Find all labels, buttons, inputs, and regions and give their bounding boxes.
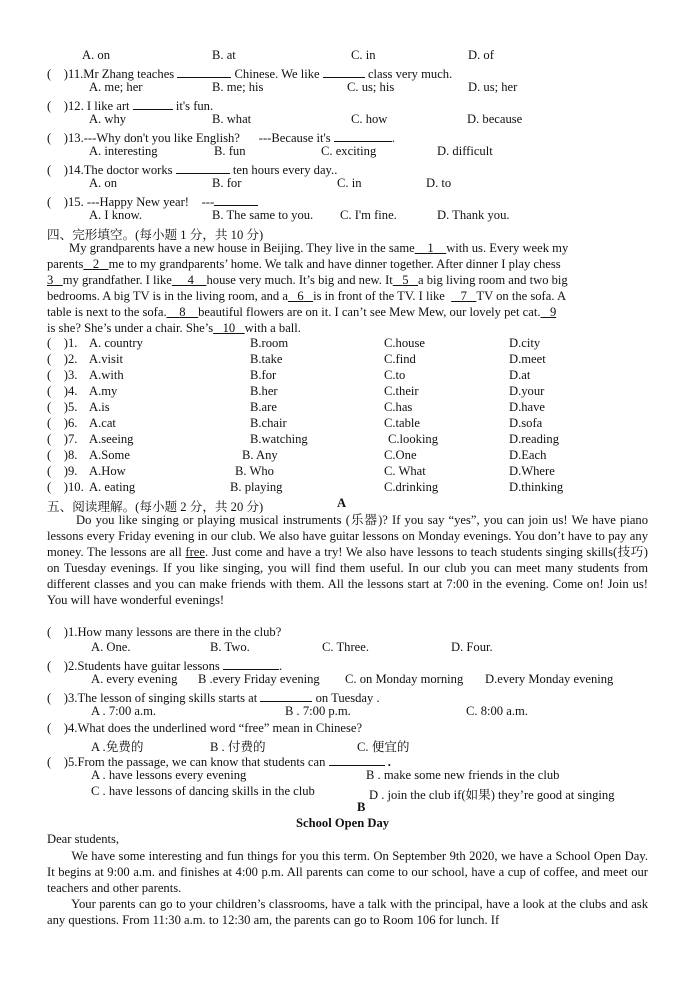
cloze-item-5-option-c: C.has <box>384 400 413 414</box>
q14-option-d: D. to <box>426 176 452 190</box>
cloze-item-7-option-a: A.seeing <box>89 432 134 446</box>
cloze-item-5-option-d: D.have <box>509 400 546 414</box>
cloze-item-number: ( )8. <box>47 448 78 462</box>
passage-b-title: School Open Day <box>296 816 390 830</box>
cloze-item-3-option-c: C.to <box>384 368 406 382</box>
cloze-item-2-option-c: C.find <box>384 352 416 366</box>
passage-a: Do you like singing or playing musical instruments (乐器)? If you say “yes”, you can join us! We have piano lessons every Friday evening in our club. We also have guitar lessons on Monday evenings. You don’t have to pay any money. The lessons are all free. Just come and have a try! We also have lessons to teach students singing skills(技巧) on Tuesday evenings. If you like singing, you will find them useful. In our club you can meet many students from different classes and you can make friends with them. All the lessons start at 7:00 in the evening. Come on! Join us! You will have wonderful evenings! <box>47 513 649 607</box>
q14-option-c: C. in <box>337 176 362 190</box>
cloze-line-4: bedrooms. A big TV is in the living room, and a 6 is in front of the TV. I like 7 TV on the sofa. A <box>47 289 567 303</box>
rc-q1-option-b: B. Two. <box>210 640 250 654</box>
cloze-item-6-option-d: D.sofa <box>509 416 543 430</box>
cloze-item-4-option-a: A.my <box>89 384 118 398</box>
rc-question-1: ( )1.How many lessons are there in the club? <box>47 625 282 639</box>
rc-question-5: ( )5.From the passage, we can know that students can . <box>47 752 391 770</box>
q10-option-b: B. at <box>212 48 236 62</box>
cloze-line-2: parents 2 me to my grandparents’ home. We talk and have dinner together. After dinner I play chess <box>47 257 561 271</box>
q15-option-d: D. Thank you. <box>437 208 510 222</box>
rc-q2-option-a: A. every evening <box>91 672 178 686</box>
cloze-item-4-option-d: D.your <box>509 384 545 398</box>
rc-q4-option-b: B . 付费的 <box>210 740 266 754</box>
cloze-item-1-option-b: B.room <box>250 336 289 350</box>
passage-b-label: B <box>357 800 366 814</box>
cloze-line-1: My grandparents have a new house in Beijing. They live in the same 1 with us. Every week my <box>69 241 569 255</box>
cloze-item-number: ( )10. <box>47 480 84 494</box>
section-5-title: 五、阅读理解。(每小题 2 分，共 20 分) <box>47 500 264 514</box>
question-13: ( )13.---Why don't you like English? ---Because it's . <box>47 128 395 146</box>
cloze-item-8-option-d: D.Each <box>509 448 547 462</box>
cloze-item-10-option-a: A. eating <box>89 480 136 494</box>
question-15: ( )15. ---Happy New year! --- <box>47 192 258 210</box>
q13-option-c: C. exciting <box>321 144 377 158</box>
question-12: ( )12. I like art it's fun. <box>47 96 213 114</box>
cloze-item-9-option-a: A.How <box>89 464 126 478</box>
letter-paragraph-1: We have some interesting and fun things for you this term. On September 9th 2020, we have a School Open Day. It begins at 9:00 a.m. and finishes at 4:00 p.m. All parents can come to our school, have a cup of coffee, and meet our teachers and other parents. <box>47 849 648 895</box>
cloze-item-10-option-c: C.drinking <box>384 480 439 494</box>
cloze-item-4-option-b: B.her <box>250 384 278 398</box>
q11-option-c: C. us; his <box>347 80 395 94</box>
q12-option-d: D. because <box>467 112 523 126</box>
cloze-item-number: ( )3. <box>47 368 78 382</box>
cloze-item-8-option-a: A.Some <box>89 448 130 462</box>
question-14: ( )14.The doctor works ten hours every day.. <box>47 160 337 178</box>
q15-option-b: B. The same to you. <box>212 208 314 222</box>
q14-option-b: B. for <box>212 176 242 190</box>
q13-option-b: B. fun <box>214 144 246 158</box>
letter-paragraph-2: Your parents can go to your children’s classrooms, have a talk with the principal, have a look at the clubs and ask any questions. From 11:30 a.m. to 12:30 am, the parents can go to Room 106 for lunch. If <box>47 897 648 927</box>
cloze-item-9-option-d: D.Where <box>509 464 555 478</box>
cloze-item-number: ( )7. <box>47 432 78 446</box>
q10-option-a: A. on <box>82 48 110 62</box>
rc-question-3: ( )3.The lesson of singing skills starts at on Tuesday . <box>47 688 380 706</box>
cloze-item-1-option-d: D.city <box>509 336 541 350</box>
rc-question-2: ( )2.Students have guitar lessons . <box>47 656 282 674</box>
rc-q2-option-b: B .every Friday evening <box>198 672 320 686</box>
rc-q2-option-c: C. on Monday morning <box>345 672 464 686</box>
q10-option-d: D. of <box>468 48 494 62</box>
cloze-item-9-option-b: B. Who <box>235 464 274 478</box>
cloze-item-1-option-c: C.house <box>384 336 425 350</box>
q11-option-a: A. me; her <box>89 80 143 94</box>
cloze-line-6: is she? She’s under a chair. She’s 10 with a ball. <box>47 321 301 335</box>
rc-q5-option-c: C . have lessons of dancing skills in the club <box>91 784 315 798</box>
q10-option-c: C. in <box>351 48 376 62</box>
cloze-item-number: ( )5. <box>47 400 78 414</box>
rc-q5-option-b: B . make some new friends in the club <box>366 768 560 782</box>
cloze-item-7-option-d: D.reading <box>509 432 560 446</box>
section-4-title: 四、完形填空。(每小题 1 分，共 10 分) <box>47 228 264 242</box>
rc-q3-option-c: C. 8:00 a.m. <box>466 704 528 718</box>
cloze-item-1-option-a: A. country <box>89 336 143 350</box>
rc-q1-option-c: C. Three. <box>322 640 369 654</box>
q12-option-c: C. how <box>351 112 388 126</box>
cloze-item-6-option-a: A.cat <box>89 416 116 430</box>
cloze-item-number: ( )9. <box>47 464 78 478</box>
rc-q4-option-a: A .免费的 <box>91 740 144 754</box>
rc-q5-option-a: A . have lessons every evening <box>91 768 247 782</box>
cloze-line-3: 3 my grandfather. I like 4 house very much. It’s big and new. It 5 a big living room and two big <box>47 273 568 287</box>
q12-option-b: B. what <box>212 112 252 126</box>
cloze-item-7-option-b: B.watching <box>250 432 308 446</box>
underlined-word-free: free <box>185 545 205 559</box>
cloze-item-10-option-b: B. playing <box>230 480 283 494</box>
cloze-line-5: table is next to the sofa. 8 beautiful flowers are on it. I can’t see Mew Mew, our lovely pet cat. 9 <box>47 305 557 319</box>
rc-q4-option-c: C. 便宜的 <box>357 740 410 754</box>
cloze-item-3-option-a: A.with <box>89 368 124 382</box>
rc-q5-option-d: D . join the club if(如果) they’re good at singing <box>369 788 615 802</box>
cloze-item-8-option-b: B. Any <box>242 448 278 462</box>
cloze-item-5-option-a: A.is <box>89 400 110 414</box>
cloze-item-2-option-b: B.take <box>250 352 283 366</box>
cloze-item-number: ( )1. <box>47 336 78 350</box>
q15-option-c: C. I'm fine. <box>340 208 397 222</box>
question-11: ( )11.Mr Zhang teaches Chinese. We like class very much. <box>47 64 452 82</box>
rc-q1-option-a: A. One. <box>91 640 131 654</box>
cloze-item-4-option-c: C.their <box>384 384 419 398</box>
rc-question-4: ( )4.What does the underlined word “free” mean in Chinese? <box>47 721 363 735</box>
cloze-item-6-option-c: C.table <box>384 416 421 430</box>
rc-q1-option-d: D. Four. <box>451 640 493 654</box>
q12-option-a: A. why <box>89 112 127 126</box>
q11-option-d: D. us; her <box>468 80 518 94</box>
cloze-item-number: ( )6. <box>47 416 78 430</box>
q14-option-a: A. on <box>89 176 117 190</box>
cloze-item-5-option-b: B.are <box>250 400 277 414</box>
cloze-item-7-option-c: C.looking <box>388 432 439 446</box>
q11-option-b: B. me; his <box>212 80 264 94</box>
cloze-item-3-option-b: B.for <box>250 368 277 382</box>
rc-q2-option-d: D.every Monday evening <box>485 672 614 686</box>
cloze-item-8-option-c: C.One <box>384 448 417 462</box>
passage-a-label: A <box>337 496 347 510</box>
cloze-item-2-option-a: A.visit <box>89 352 123 366</box>
q13-option-a: A. interesting <box>89 144 158 158</box>
q15-option-a: A. I know. <box>89 208 143 222</box>
cloze-item-6-option-b: B.chair <box>250 416 287 430</box>
q13-option-d: D. difficult <box>437 144 493 158</box>
cloze-item-number: ( )4. <box>47 384 78 398</box>
cloze-item-2-option-d: D.meet <box>509 352 546 366</box>
cloze-item-3-option-d: D.at <box>509 368 531 382</box>
cloze-item-10-option-d: D.thinking <box>509 480 564 494</box>
rc-q3-option-b: B . 7:00 p.m. <box>285 704 351 718</box>
cloze-item-9-option-c: C. What <box>384 464 426 478</box>
letter-greeting: Dear students, <box>47 832 120 846</box>
rc-q3-option-a: A . 7:00 a.m. <box>91 704 157 718</box>
cloze-item-number: ( )2. <box>47 352 78 366</box>
